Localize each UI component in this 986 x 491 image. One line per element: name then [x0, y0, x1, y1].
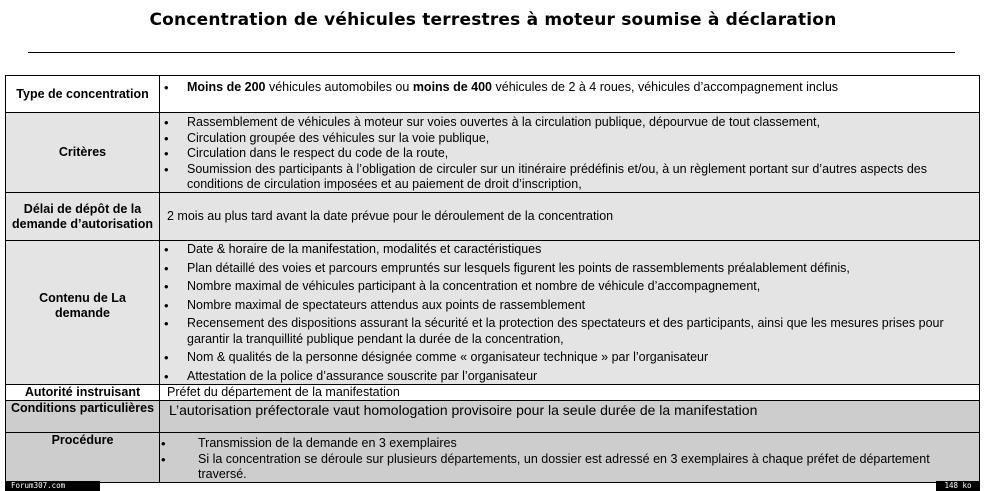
- label-autorite: Autorité instruisant: [6, 385, 160, 400]
- label-conditions: Conditions particulières: [6, 401, 160, 432]
- label-criteres: Critères: [6, 113, 160, 192]
- label-delai: Délai de dépôt de la demande d’autorisation: [6, 193, 160, 240]
- content-type-concentration: [160, 76, 979, 112]
- list-item: • Soumission des participants à l’obligation de circuler sur un itinéraire prédéfinis et/ou, à un règlement portant sur d’autres aspects des conditions de circulation imposées et au paiement de droit d’inscription,: [160, 162, 979, 193]
- row-delai: [6, 193, 979, 241]
- list-item: • Nombre maximal de spectateurs attendus aux points de rassemblement: [160, 298, 979, 314]
- label-procedure: Procédure: [6, 433, 160, 482]
- watermark-site: Forum307.com: [5, 481, 100, 491]
- label-contenu: Contenu de La demande: [6, 241, 160, 384]
- row-procedure: [6, 433, 979, 482]
- row-criteres: [6, 113, 979, 193]
- title-divider: [28, 52, 955, 53]
- list-item: • Attestation de la police d’assurance souscrite par l’organisateur: [160, 369, 979, 385]
- list-item: • Plan détaillé des voies et parcours empruntés sur lesquels figurent les points de rassemblements préalablement définis,: [160, 261, 979, 277]
- list-item: [160, 80, 979, 96]
- bold-text: Moins de 200: [187, 80, 266, 94]
- list-item: • Circulation groupée des véhicules sur la voie publique,: [160, 131, 979, 147]
- content-contenu: [160, 241, 979, 384]
- document-title: Concentration de véhicules terrestres à moteur soumise à déclaration: [149, 10, 837, 30]
- list-item: • Recensement des dispositions assurant la sécurité et la protection des spectateurs et des participants, ainsi que les mesures prises pour garantir la tranquillité publique pendant la durée de la concentration,: [160, 316, 979, 347]
- text-fragment: véhicules de 2 à 4 roues, véhicules d’accompagnement inclus: [492, 80, 839, 94]
- list-item: • Nom & qualités de la personne désignée comme « organisateur technique » par l’organisateur: [160, 350, 979, 366]
- bold-text: moins de 400: [412, 80, 493, 94]
- row-autorite: [6, 385, 979, 401]
- content-autorite: Préfet du département de la manifestation: [167, 385, 400, 399]
- content-conditions: L’autorisation préfectorale vaut homologation provisoire pour la seule durée de la manifestation: [169, 402, 758, 418]
- content-criteres: [160, 113, 979, 192]
- list-item: • Date & horaire de la manifestation, modalités et caractéristiques: [160, 242, 979, 258]
- row-type-concentration: [6, 76, 979, 113]
- list-item: • Si la concentration se déroule sur plusieurs départements, un dossier est adressé en 3 exemplaires à chaque préfet de département traversé.: [160, 452, 979, 483]
- list-item: • Rassemblement de véhicules à moteur sur voies ouvertes à la circulation publique, dépourvue de tout classement,: [160, 115, 979, 131]
- content-procedure: [160, 433, 979, 482]
- file-size-label: 148 ko: [936, 481, 980, 491]
- row-conditions: [6, 401, 979, 433]
- content-delai: 2 mois au plus tard avant la date prévue pour le déroulement de la concentration: [167, 208, 614, 223]
- label-type-concentration: Type de concentration: [6, 76, 160, 112]
- declaration-table: [5, 75, 980, 483]
- list-item: • Circulation dans le respect du code de la route,: [160, 146, 979, 162]
- text-fragment: véhicules automobiles ou: [265, 80, 413, 94]
- list-item: • Nombre maximal de véhicules participant à la concentration et nombre de véhicule d’accompagnement,: [160, 279, 979, 295]
- row-contenu: [6, 241, 979, 385]
- list-item: • Transmission de la demande en 3 exemplaires: [160, 436, 979, 452]
